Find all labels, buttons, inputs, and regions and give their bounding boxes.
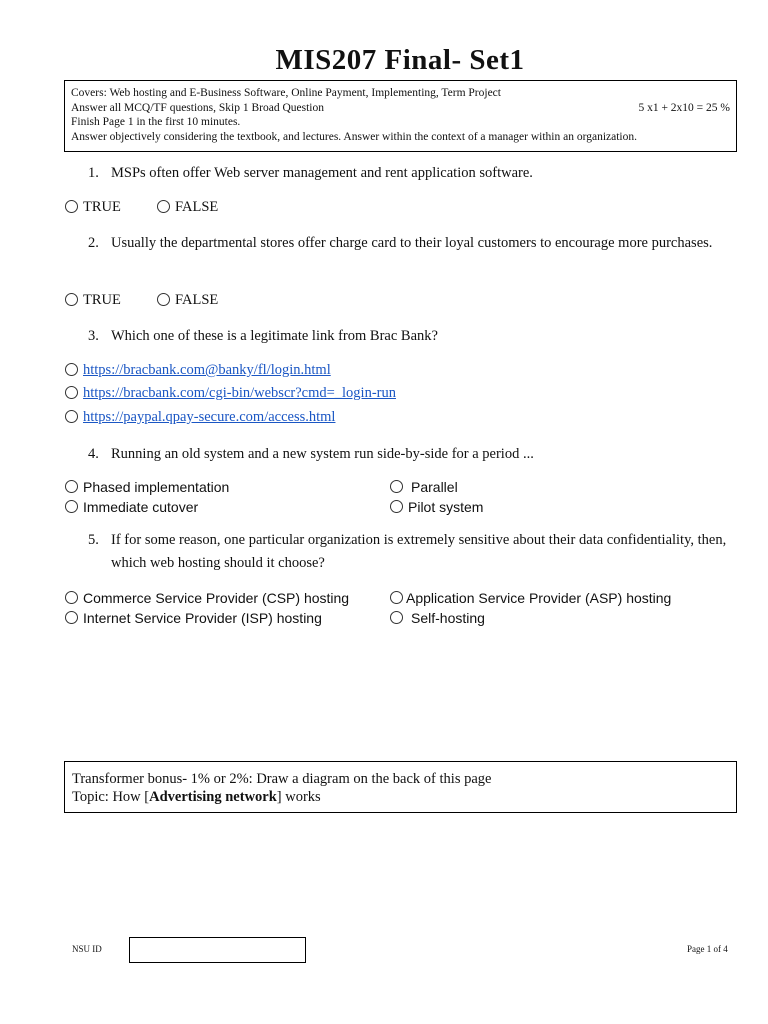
radio-button[interactable] <box>65 410 78 423</box>
bonus-topic <box>72 788 729 806</box>
topic-bold: Advertising network <box>149 789 277 805</box>
question-number: 4. <box>88 446 99 462</box>
q3-option-1[interactable] <box>65 362 331 379</box>
bonus-box <box>64 761 737 813</box>
option-label: Parallel <box>411 479 458 495</box>
question-number: 3. <box>88 328 99 344</box>
covers-text: Covers: Web hosting and E-Business Software, Online Payment, Implementing, Term Project <box>71 87 501 99</box>
radio-button[interactable] <box>65 611 78 624</box>
finish-text: Finish Page 1 in the first 10 minutes. <box>71 116 241 129</box>
q5-option-isp[interactable] <box>65 610 322 626</box>
q4-option-pilot[interactable] <box>390 499 483 515</box>
radio-button[interactable] <box>157 293 170 306</box>
option-label: TRUE <box>83 199 121 215</box>
radio-button[interactable] <box>390 480 403 493</box>
radio-button[interactable] <box>390 500 403 513</box>
question-1 <box>88 162 728 185</box>
option-label: Application Service Provider (ASP) hosting <box>406 590 672 606</box>
radio-button[interactable] <box>65 200 78 213</box>
question-number: 5. <box>88 532 99 548</box>
option-label: TRUE <box>83 292 121 308</box>
q4-option-parallel[interactable] <box>390 479 458 495</box>
radio-button[interactable] <box>157 200 170 213</box>
radio-button[interactable] <box>390 611 403 624</box>
page-number: Page 1 of 4 <box>687 944 728 954</box>
option-label: Internet Service Provider (ISP) hosting <box>83 610 322 626</box>
option-label: Commerce Service Provider (CSP) hosting <box>83 590 350 606</box>
q1-option-false[interactable] <box>157 199 218 216</box>
radio-button[interactable] <box>65 386 78 399</box>
option-label: Pilot system <box>408 499 484 515</box>
option-link[interactable]: https://paypal.qpay-secure.com/access.html <box>83 409 336 425</box>
option-label: FALSE <box>175 292 219 308</box>
question-text: Which one of these is a legitimate link from Brac Bank? <box>111 328 438 344</box>
option-label: Phased implementation <box>83 479 230 495</box>
q1-option-true[interactable] <box>65 199 121 216</box>
question-5 <box>88 529 728 575</box>
radio-button[interactable] <box>65 591 78 604</box>
q4-option-immediate[interactable] <box>65 499 198 515</box>
question-text: MSPs often offer Web server management and rent application software. <box>111 165 533 181</box>
radio-button[interactable] <box>65 363 78 376</box>
q3-option-3[interactable] <box>65 409 335 426</box>
instructions-box <box>64 80 737 152</box>
question-text: Running an old system and a new system run side-by-side for a period ... <box>111 446 534 462</box>
objective-text: Answer objectively considering the textbook, and lectures. Answer within the context of a manager within an organization. <box>71 130 638 143</box>
nsu-id-label: NSU ID <box>72 944 102 954</box>
question-3 <box>88 325 728 348</box>
topic-suffix: ] works <box>276 789 321 805</box>
question-4 <box>88 443 728 466</box>
option-label: FALSE <box>175 199 219 215</box>
answer-row <box>71 101 730 116</box>
question-2 <box>88 232 728 255</box>
q2-option-false[interactable] <box>157 292 218 309</box>
option-label: Immediate cutover <box>83 499 199 515</box>
q2-option-true[interactable] <box>65 292 121 309</box>
option-link[interactable]: https://bracbank.com/cgi-bin/webscr?cmd=_login-run <box>83 385 396 401</box>
radio-button[interactable] <box>65 500 78 513</box>
radio-button[interactable] <box>65 293 78 306</box>
radio-button[interactable] <box>390 591 403 604</box>
nsu-id-field[interactable] <box>129 937 306 963</box>
marks-text: 5 x1 + 2x10 = 25 % <box>638 101 730 114</box>
question-text: Usually the departmental stores offer charge card to their loyal customers to encourage more purchases. <box>111 235 713 251</box>
topic-prefix: Topic: How [ <box>72 789 150 805</box>
question-number: 1. <box>88 165 99 181</box>
option-link[interactable]: https://bracbank.com@banky/fl/login.html <box>83 362 331 378</box>
bonus-line: Transformer bonus- 1% or 2%: Draw a diagram on the back of this page <box>72 771 492 787</box>
question-number: 2. <box>88 235 99 251</box>
question-text: If for some reason, one particular organization is extremely sensitive about their data confidentiality, then, which web hosting should it choose? <box>111 532 727 571</box>
answer-all-text: Answer all MCQ/TF questions, Skip 1 Broad Question <box>71 101 324 114</box>
q3-option-2[interactable] <box>65 385 396 402</box>
q5-option-self[interactable] <box>390 610 485 626</box>
radio-button[interactable] <box>65 480 78 493</box>
page-title: MIS207 Final- Set1 <box>275 44 525 76</box>
q5-option-asp[interactable] <box>390 590 671 606</box>
option-label: Self-hosting <box>411 610 485 626</box>
q5-option-csp[interactable] <box>65 590 349 606</box>
q4-option-phased[interactable] <box>65 479 229 495</box>
